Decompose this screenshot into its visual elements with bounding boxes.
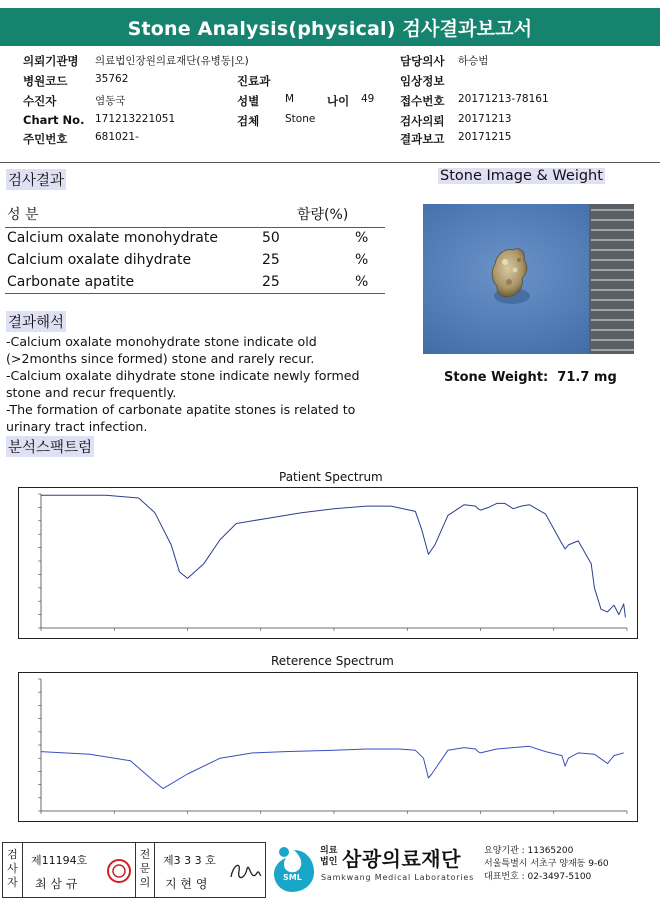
component-name: Calcium oxalate dihydrate — [7, 252, 192, 268]
org-prefix — [320, 846, 337, 868]
hospital-code-value: 35762 — [95, 73, 129, 85]
org-name: 삼광의료재단 — [342, 847, 461, 871]
stone-photo — [423, 204, 634, 354]
interpretation-line: -Calcium oxalate monohydrate stone indicate old — [6, 334, 317, 349]
reference-spectrum-title: Reterence Spectrum — [271, 654, 394, 668]
results-heading: 검사결과 — [6, 169, 66, 190]
request-date-label: 검사의뢰 — [400, 114, 445, 128]
examiner-label: 검사자 — [3, 843, 23, 897]
department-label: 진료과 — [237, 74, 271, 88]
specialist-signature — [227, 855, 263, 889]
request-date-value: 20171213 — [458, 113, 512, 125]
chart-no-value: 171213221051 — [95, 113, 176, 125]
patient-spectrum-plot — [19, 488, 637, 638]
interpretation-line: -Calcium oxalate dihydrate stone indicate newly formed — [6, 368, 360, 383]
component-unit: % — [355, 274, 369, 290]
specimen-value: Stone — [285, 113, 316, 125]
specialist-name: 지 현 영 — [165, 877, 208, 891]
collector-label: 수진자 — [23, 94, 57, 108]
resident-no-value: 681021- — [95, 131, 139, 143]
table-row — [5, 228, 385, 250]
interpretation-line: urinary tract infection. — [6, 419, 148, 434]
results-table-header — [5, 202, 385, 228]
stone-weight-label: Stone Weight: — [444, 370, 549, 385]
reference-spectrum-plot — [19, 673, 637, 821]
component-name: Calcium oxalate monohydrate — [7, 230, 218, 246]
institution-label: 의뢰기관명 — [23, 54, 79, 68]
info-divider — [0, 162, 660, 163]
interpretation-line: -The formation of carbonate apatite stones is related to — [6, 402, 356, 417]
report-date-label: 결과보고 — [400, 132, 445, 146]
examiner-license: 제11194호 — [31, 854, 88, 867]
reference-spectrum-chart — [18, 672, 638, 822]
org-phone: 대표번호 : 02-3497-5100 — [484, 872, 592, 882]
spectrum-heading: 분석스팩트럼 — [6, 436, 94, 457]
patient-spectrum-line — [41, 495, 625, 617]
sex-label: 성별 — [237, 94, 260, 108]
component-unit: % — [355, 230, 369, 246]
interpretation-line: stone and recur frequently. — [6, 385, 177, 400]
receipt-no-value: 20171213-78161 — [458, 93, 549, 105]
sml-logo-text: SML — [283, 873, 302, 882]
age-label: 나이 — [327, 94, 350, 108]
patient-spectrum-chart — [18, 487, 638, 639]
specialist-license: 제3 3 3 호 — [163, 854, 216, 867]
org-address: 서울특별시 서초구 양재동 9-60 — [484, 859, 609, 869]
stone-photo-image — [423, 204, 634, 354]
patient-spectrum-title: Patient Spectrum — [279, 470, 383, 484]
examiner-seal — [107, 853, 131, 889]
care-code: 요양기관 : 11365200 — [484, 846, 574, 856]
reference-spectrum-axes — [41, 679, 627, 811]
patient-info — [0, 51, 660, 161]
org-contact — [484, 845, 609, 884]
interpretation-text — [6, 333, 391, 435]
patient-spectrum-axes — [41, 494, 627, 628]
collector-value: 염동국 — [95, 95, 126, 107]
org-prefix-2: 법인 — [320, 857, 338, 867]
report-footer — [0, 836, 660, 907]
resident-no-label: 주민번호 — [23, 132, 68, 146]
results-table — [5, 202, 385, 294]
stone-weight — [444, 370, 617, 385]
sex-value: M — [285, 93, 295, 105]
org-prefix-1: 의료 — [320, 846, 338, 856]
component-column-header: 성 분 — [7, 207, 39, 223]
amount-column-header: 함량(%) — [297, 207, 349, 223]
stone-image-heading: Stone Image & Weight — [440, 168, 603, 184]
specimen-label: 검체 — [237, 114, 260, 128]
component-value: 25 — [262, 274, 280, 290]
chart-no-label: Chart No. — [23, 113, 85, 127]
signature-box — [2, 842, 266, 898]
stone-weight-value: 71.7 mg — [557, 370, 617, 385]
reference-spectrum-line — [41, 746, 624, 788]
table-row — [5, 250, 385, 272]
interpretation-line: (>2months since formed) stone and rarely recur. — [6, 351, 315, 366]
interpretation-heading: 결과해석 — [6, 311, 66, 332]
examiner-name: 최 삼 규 — [35, 877, 78, 891]
org-name-en: Samkwang Medical Laboratories — [321, 873, 475, 882]
specialist-label: 전문의 — [135, 843, 155, 897]
age-value: 49 — [361, 93, 375, 105]
receipt-no-label: 접수번호 — [400, 94, 445, 108]
component-value: 25 — [262, 252, 280, 268]
hospital-code-label: 병원코드 — [23, 74, 68, 88]
component-name: Carbonate apatite — [7, 274, 135, 290]
component-value: 50 — [262, 230, 280, 246]
doctor-value: 하승범 — [458, 55, 489, 67]
sml-logo-icon — [270, 844, 318, 896]
component-unit: % — [355, 252, 369, 268]
doctor-label: 담당의사 — [400, 54, 445, 68]
report-title: Stone Analysis(physical) 검사결과보고서 — [0, 8, 660, 46]
table-row — [5, 272, 385, 294]
report-date-value: 20171215 — [458, 131, 512, 143]
institution-value: 의료법인장원의료재단(유병동|오) — [95, 55, 249, 67]
clinical-info-label: 임상정보 — [400, 74, 445, 88]
